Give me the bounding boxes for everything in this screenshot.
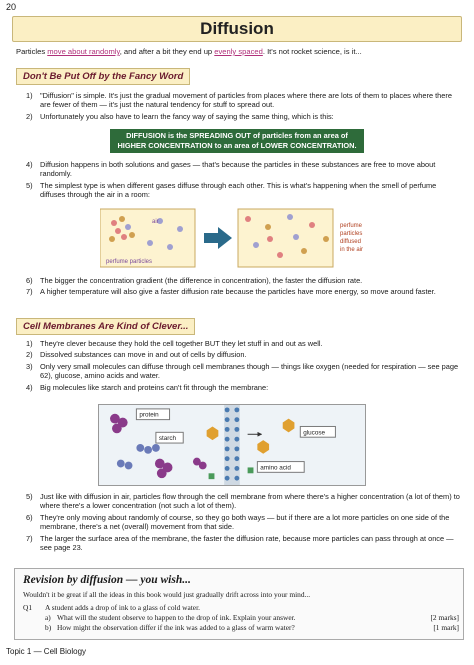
section1-list-a [26,91,462,123]
title-bar [12,16,462,42]
question-part-a: a) What will the student observe to happen to the drop of ink. Explain your answer. [2 marks] [45,613,459,622]
section2-list-a [26,339,462,394]
glucose-molecules [207,419,295,454]
section-heading-diffusion: Don't Be Put Off by the Fancy Word [16,68,190,85]
question-number: Q1 [23,603,33,612]
question-part-b: b) How might the observation differ if the ink was added to a glass of warm water? [1 mark] [45,623,459,632]
list-item: 5) The simplest type is when different gases diffuse through each other. This is what's happening when the smell of perfume diffuses through the air in a room: [26,180,437,200]
list-item: 2) Unfortunately you also have to learn the fancy way of saying the same thing, which is this: [26,111,334,121]
list-item: 1) They're clever because they hold the cell together BUT they let stuff in and out as well. [26,339,323,348]
intro-text: , and after a bit they end up [119,47,215,56]
revision-title: Revision by diffusion — you wish... [23,574,191,586]
starch-label: starch [158,435,177,443]
air-label: air [152,219,159,225]
section-heading-membranes: Cell Membranes Are Kind of Clever... [16,318,195,335]
revision-question [23,603,459,633]
list-item: 2) Dissolved substances can move in and out of cells by diffusion. [26,350,247,360]
list-item: 1) "Diffusion" is simple. It's just the gradual movement of particles from places where there are lots of them to places where there are fewer of them — it's just the natural tendency for stuff to spread out. [26,91,452,110]
footer-topic: Topic 1 — Cell Biology [6,647,87,656]
list-item: 4) Big molecules like starch and proteins can't fit through the membrane: [26,382,269,392]
intro-text: . It's not rocket science, is it... [262,47,362,56]
intro-highlight: move about randomly [47,47,120,56]
list-item: 7) The larger the surface area of the membrane, the faster the diffusion rate, because more particles can pass through at once — see page 23. [26,533,454,553]
marks-label: [1 mark] [433,623,459,632]
amino-acid-label: amino acid [260,464,291,472]
revision-box [14,568,464,640]
starch-molecules [117,444,160,469]
intro-text: Particles [16,47,48,56]
protein-label: protein [139,411,159,419]
diffused-label: perfume particles diffused in the air [340,223,364,253]
question-row [23,603,459,613]
glucose-label: glucose [303,429,326,437]
section2-list-b [26,492,462,554]
definition-box [110,129,364,153]
section1-list-c [26,276,462,299]
perfume-particles-label: perfume particles [106,259,153,265]
page-title: Diffusion [200,19,274,38]
list-item: 6) They're only moving about randomly of course, so they go both ways — but if there are a lot more particles on one side of the membrane, there's a net (overall) movement from that side. [26,512,450,532]
marks-label: [2 marks] [430,613,459,622]
definition-line: DIFFUSION is the SPREADING OUT of particles from an area of [126,131,348,140]
list-item: 6) The bigger the concentration gradient (the difference in concentration), the faster the diffusion rate. [26,276,363,285]
definition-line: HIGHER CONCENTRATION to an area of LOWER CONCENTRATION. [117,141,357,150]
question-text: A student adds a drop of ink to a glass of cold water. [45,603,200,612]
perfume-diffusion-diagram [100,205,390,270]
room-after [238,209,333,267]
intro-paragraph [16,47,460,57]
list-item: 5) Just like with diffusion in air, particles flow through the cell membrane from where there's a higher concentration (a lot of them) to where there's a lower concentration (not such a lot of them). [26,492,460,511]
intro-highlight: evenly spaced [214,47,263,56]
list-item: 4) Diffusion happens in both solutions and gases — that's because the particles in these substances are free to move about randomly. [26,160,436,179]
membrane-layer [224,405,240,485]
list-item: 3) Only very small molecules can diffuse through cell membranes though — things like oxygen (needed for respiration — see page 62), glucose, amino acids and water. [26,361,459,381]
revision-intro: Wouldn't it be great if all the ideas in this book would just gradually drift across into your mind... [23,590,311,599]
cell-membrane-diagram [98,404,366,486]
page-number: 20 [6,2,17,12]
section1-list-b [26,160,462,202]
arrow-icon [204,227,232,249]
list-item: 7) A higher temperature will also give a faster diffusion rate because the particles have more energy, so move around faster. [26,287,436,297]
